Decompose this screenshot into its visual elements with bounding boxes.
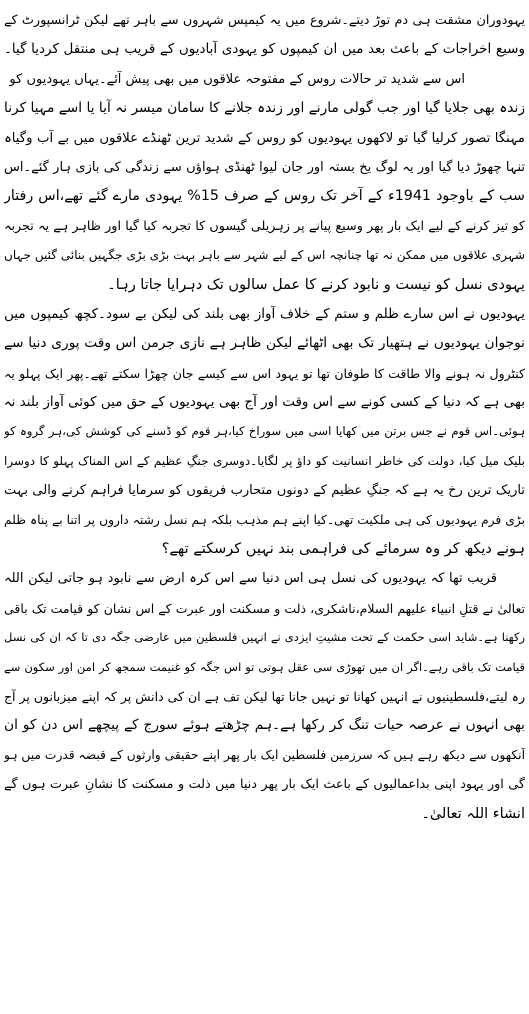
- text-line: بڑی فرم یہودیوں کی ہی ملکیت تھی۔کیا اپنے ہم مذہب بلکہ ہم نسل رشتہ داروں پر اتنا بے پناہ ظلم: [4, 512, 525, 527]
- text-line: نوجوان یہودیوں نے ہتھیار تک بھی اٹھائے لیکن ظاہر ہے نازی جرمن اس وقت پوری دنیا سے: [4, 335, 525, 352]
- text-line: کنٹرول نہ ہونے والا طاقت کا طوفان تھا تو یہود اس سے کیسے جان چھڑا سکتے تھے۔پھر ایک پہلو یہ: [4, 365, 525, 381]
- text-line: بھی انہوں نے عرصہ حیات تنگ کر رکھا ہے۔ہم چڑھتے ہوئے سورج کے پیچھے اس دن کو ان: [4, 717, 525, 734]
- text-line: تعالیٰ نے قتلِ انبیاء علیھم السلام،ناشکری، ذلت و مسکنت اور عبرت کے اس نشان کو قیامت تک باقی: [4, 600, 525, 616]
- paragraph-2: [4, 94, 525, 300]
- text-line: رہ لیتے،فلسطینیوں نے انہیں کھانا تو نہیں جانا تھا لیکن تف ہے ان کی دانش پر کہ اپنے میزبانوں پر آج: [4, 688, 525, 704]
- paragraph-4: [4, 564, 525, 829]
- text-line: تاریک ترین رخ یہ ہے کہ جنگِ عظیم کے دونوں متحارب فریقوں کو سرمایا فراہم کرنے والی بہت: [4, 483, 525, 499]
- text-line: قریب تھا کہ یہودیوں کی نسل ہی اس دنیا سے اس کرہ ارض سے نابود ہو جاتی لیکن اللہ: [4, 571, 497, 587]
- text-line: سب کے باوجود 1941ء کے آخر تک روس کے صرف 15% یہودی مارے گئے تھے،اس رفتار: [4, 188, 525, 205]
- text-line: ہوئی۔اس قوم نے جس برتن میں کھایا اسی میں سوراخ کیا،ہر قوم کو ڈسنے کی کوشش کی،ہر گروہ کو: [4, 424, 525, 439]
- text-line: وسیع اخراجات کے باعث بعد میں ان کیمپوں کو یہودی آبادیوں کے قریب ہی منتقل کردیا گیا۔: [4, 41, 525, 58]
- text-line: ہونے دیکھ کر وہ سرمائے کی فراہمی بند نہیں کرسکتے تھے؟: [161, 541, 525, 558]
- text-line: بلیک میل کیا، دولت کی خاطر انسانیت کو داؤ پر لگایا۔دوسری جنگِ عظیم کے اس المناک پہلو کا دوسرا: [4, 453, 525, 468]
- text-line: تنہا چھوڑ دیا گیا اور یہ لوگ یخ بستہ اور جان لیوا ٹھنڈی ہواؤں سے زندگی کی بازی ہار گئے۔اس: [4, 159, 525, 175]
- text-line: آنکھوں سے دیکھ رہے ہیں کہ سرزمین فلسطین ایک بار پھر اپنے حقیقی وارثوں کے قبضہ قدرت میں ہو: [4, 747, 525, 762]
- text-line: گی اور یہود اپنی بداعمالیوں کے باعث ایک بار پھر دنیا میں ذلت و مسکنت کا نشانِ عبرت ہوں گے: [4, 777, 525, 793]
- text-line: یہودیوں نے اس سارے ظلم و ستم کے خلاف آواز بھی بلند کی لیکن بے سود۔کچھ کیمپوں میں: [4, 305, 525, 322]
- text-line: زندہ بھی جلایا گیا اور جب گولی مارنے اور زندہ جلانے کا سامان میسر نہ آیا یا اسے مہیا کرنا: [4, 100, 525, 117]
- text-line: بھی ہے کہ دنیا کے کسی کونے سے اس وقت اور آج بھی یہودیوں کے حق میں کوئی آواز بلند نہ: [4, 394, 525, 411]
- paragraph-3: [4, 300, 525, 565]
- text-line: یہودی نسل کو نیست و نابود کرنے کا عمل سالوں تک دہرایا جاتا رہا۔: [107, 276, 525, 293]
- text-line: قیامت تک باقی رہے۔اگر ان میں تھوڑی سی عقل ہوتی تو اس جگہ کو غنیمت سمجھ کر امن اور سکون سے: [4, 659, 525, 674]
- text-line: رکھنا ہے۔شاید اسی حکمت کے تحت مشیتِ ایزدی نے انہیں فلسطین میں عارضی جگہ دی تا کہ ان کی نسل: [4, 630, 525, 645]
- text-line: شہری علاقوں میں ممکن نہ تھا چنانچہ اس کے لیے شہر سے باہر بہت بڑی بڑی جگہیں بنائی گئیں جہاں: [4, 248, 525, 263]
- text-line: اس سے شدید تر حالات روس کے مفتوحہ علاقوں میں بھی پیش آئے۔یہاں یہودیوں کو: [9, 71, 465, 87]
- urdu-text-page: [4, 6, 525, 829]
- text-line: کو تیز کرنے کے لیے ایک بار پھر وسیع پیانے پر زہریلی گیسوں کا تجربہ کیا گیا اور ظاہر ہے یہ تجربہ: [4, 218, 525, 234]
- text-line: یہودوران مشقت ہی دم توڑ دیتے۔شروع میں یہ کیمپس شہروں سے باہر تھے لیکن ٹرانسپورٹ کے: [4, 13, 525, 28]
- text-line: مہنگا تصور کرلیا گیا تو لاکھوں یہودیوں کو روس کے شدید ترین ٹھنڈے علاقوں میں بے آب وگیاہ: [4, 130, 525, 146]
- paragraph-1: [4, 6, 525, 94]
- text-line: انشاء اللہ تعالیٰ۔: [421, 805, 525, 822]
